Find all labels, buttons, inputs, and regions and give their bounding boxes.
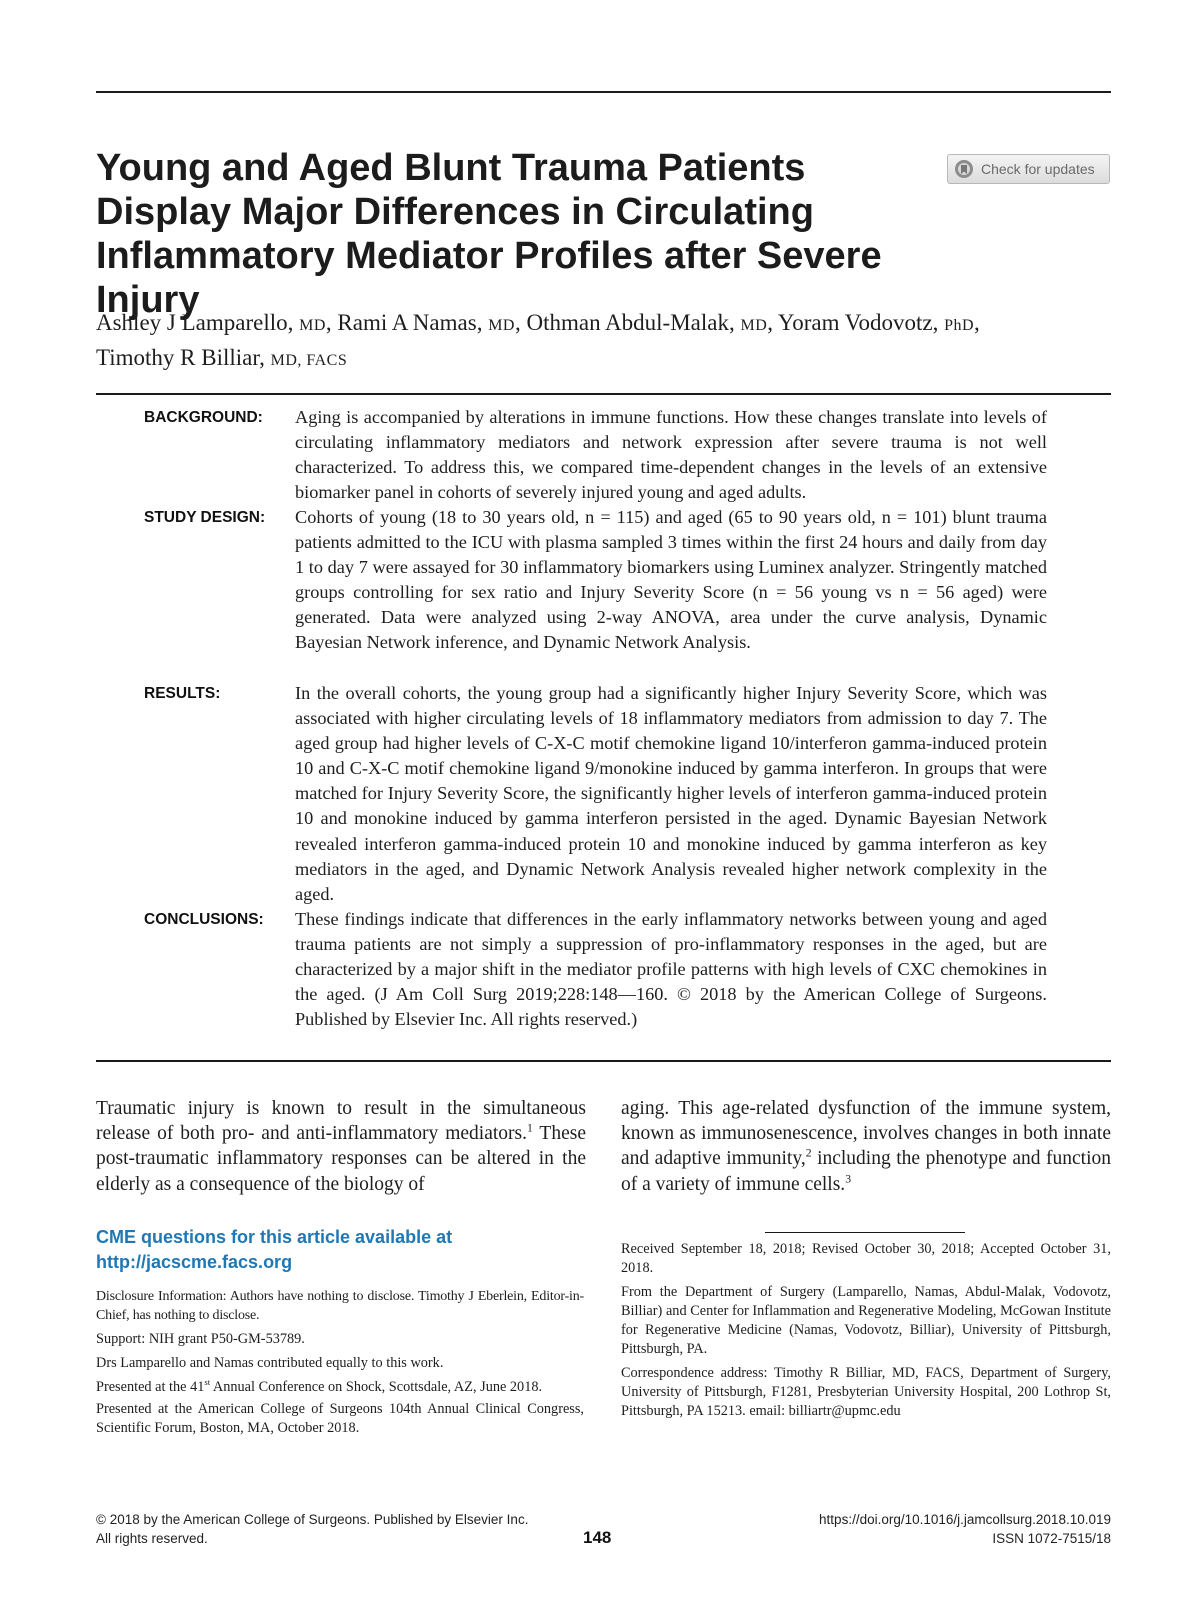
support-note: Support: NIH grant P50-GM-53789. bbox=[96, 1331, 305, 1347]
author-degree: PhD bbox=[944, 317, 975, 334]
doi-link[interactable]: https://doi.org/10.1016/j.jamcollsurg.2018.10.019 bbox=[819, 1512, 1111, 1527]
received-note: Received September 18, 2018; Revised October 30, 2018; Accepted October 31, 2018. bbox=[621, 1241, 1111, 1276]
top-rule bbox=[96, 91, 1111, 93]
author-name: Ashley J Lamparello bbox=[96, 310, 288, 335]
author-line-2: Timothy R Billiar, MD, FACS bbox=[96, 345, 348, 370]
disclosure-note: Disclosure Information: Authors have nothing to disclose. Timothy J Eberlein, Editor-in-Chief, has nothing to disclose. bbox=[96, 1289, 584, 1323]
check-for-updates-button[interactable] bbox=[947, 154, 1110, 184]
intro-right-column: aging. This age-related dysfunction of the immune system, known as immunosenescence, involves changes in both innate and adaptive immunity,$^2$ including the phenotype and function of a variety of immune cells.$^3$ bbox=[621, 1098, 1111, 1195]
background-text: Aging is accompanied by alterations in immune functions. How these changes translate into levels of circulating inflammatory mediators and network expression after severe trauma is not well characterized. To address this, we compared time-dependent changes in the levels of an extensive biomarker panel in cohorts of severely injured young and aged adults. bbox=[295, 407, 1047, 503]
presented-note-1: Presented at the 41st Annual Conference on Shock, Scottsdale, AZ, June 2018. bbox=[96, 1377, 543, 1395]
ref-1[interactable]: 1 bbox=[526, 1121, 533, 1135]
issn: ISSN 1072-7515/18 bbox=[992, 1531, 1111, 1546]
footnotes-left bbox=[96, 1287, 584, 1438]
author-degree: MD bbox=[740, 317, 768, 334]
page-number: 148 bbox=[583, 1528, 612, 1547]
author-line-1: Ashley J Lamparello, MD, Rami A Namas, MD, Othman Abdul-Malak, MD, Yoram Vodovotz, PhD, bbox=[96, 310, 980, 335]
conclusions-text: These findings indicate that differences in the early inflammatory networks between young and aged trauma patients are not simply a suppression of pro-inflammatory responses in the aged, but are characterized by a major shift in the mediator profile patterns with high levels of CXC chemokines in the aged. (J Am Coll Surg 2019;228:148—160. © 2018 by the American College of Surgeons. Published by Elsevier Inc. All rights reserved.) bbox=[295, 909, 1047, 1030]
cme-notice bbox=[96, 1225, 576, 1275]
check-for-updates-label: Check for updates bbox=[981, 161, 1095, 177]
author-degree: MD, FACS bbox=[270, 352, 348, 369]
study-design-label: STUDY DESIGN: bbox=[144, 509, 266, 526]
crossmark-icon bbox=[954, 159, 974, 179]
footnote-separator bbox=[765, 1232, 965, 1233]
affiliation-note: From the Department of Surgery (Lamparello, Namas, Abdul-Malak, Vodovotz, Billiar) and Center for Inflammation and Regenerative Modeling, McGowan Institute for Regenerative Medicine (Namas, Vodovotz, Billiar), University of Pittsburgh, Pittsburgh, PA. bbox=[621, 1284, 1111, 1357]
article-title: Young and Aged Blunt Trauma Patients Display Major Differences in Circulating Inflammatory Mediator Profiles after Severe Injury bbox=[96, 147, 882, 321]
correspondence-note: Correspondence address: Timothy R Billiar, MD, FACS, Department of Surgery, University of Pittsburgh, F1281, Presbyterian University Hospital, 200 Lothrop St, Pittsburgh, PA 15213. email: billiartr@upmc.edu bbox=[621, 1365, 1111, 1419]
presented-note-2: Presented at the American College of Surgeons 104th Annual Clinical Congress, Scientific Forum, Boston, MA, October 2018. bbox=[96, 1401, 584, 1436]
author-name: Othman Abdul-Malak bbox=[526, 310, 729, 335]
author-name: Yoram Vodovotz bbox=[777, 310, 933, 335]
results-text: In the overall cohorts, the young group had a significantly higher Injury Severity Score, which was associated with higher circulating levels of 18 inflammatory mediators from admission to day 7. The aged group had higher levels of C-X-C motif chemokine ligand 10/interferon gamma-induced protein 10 and C-X-C motif chemokine ligand 9/monokine induced by gamma interferon. In groups that were matched for Injury Severity Score, the significantly higher levels of interferon gamma-induced protein 10 and monokine induced by gamma interferon persisted in the aged. Dynamic Bayesian Network revealed interferon gamma-induced protein 10 and monokine induced by gamma interferon as key mediators in the aged, and Dynamic Network Analysis revealed higher network complexity in the aged. bbox=[295, 683, 1047, 904]
study-design-text: Cohorts of young (18 to 30 years old, n = 115) and aged (65 to 90 years old, n = 101) blunt trauma patients admitted to the ICU with plasma sampled 3 times within the first 24 hours and daily from day 1 to day 7 were assayed for 30 inflammatory biomarkers using Luminex analyzer. Stringently matched groups controlling for sex ratio and Injury Severity Score (n = 56 young vs n = 56 aged) were generated. Data were analyzed using 2-way ANOVA, area under the curve analysis, Dynamic Bayesian Network inference, and Dynamic Network Analysis. bbox=[295, 507, 1047, 653]
cme-text: CME questions for this article available at bbox=[96, 1227, 453, 1247]
background-label: BACKGROUND: bbox=[144, 409, 263, 426]
footer-copyright: © 2018 by the American College of Surgeons. Published by Elsevier Inc. All rights reserved. bbox=[96, 1512, 529, 1546]
author-name: Rami A Namas bbox=[337, 310, 477, 335]
intro-left-column: Traumatic injury is known to result in the simultaneous release of both pro- and anti-inflammatory mediators.$^1$ These post-traumatic inflammatory responses can be altered in the elderly as a consequence of the biology of bbox=[96, 1098, 586, 1195]
abstract-top-rule bbox=[96, 393, 1111, 395]
abstract-bottom-rule bbox=[96, 1060, 1111, 1062]
author-name: Timothy R Billiar bbox=[96, 345, 260, 370]
results-label: RESULTS: bbox=[144, 685, 221, 702]
author-degree: MD bbox=[299, 317, 326, 334]
author-degree: MD bbox=[488, 317, 515, 334]
cme-link[interactable]: http://jacscme.facs.org bbox=[96, 1252, 293, 1272]
ref-3[interactable]: 3 bbox=[845, 1172, 852, 1186]
conclusions-label: CONCLUSIONS: bbox=[144, 911, 264, 928]
ref-2[interactable]: 2 bbox=[805, 1146, 812, 1160]
contribution-note: Drs Lamparello and Namas contributed equally to this work. bbox=[96, 1355, 444, 1371]
footnotes-right bbox=[621, 1240, 1111, 1421]
footer-doi-issn bbox=[819, 1510, 1111, 1548]
author-list bbox=[96, 307, 1111, 377]
